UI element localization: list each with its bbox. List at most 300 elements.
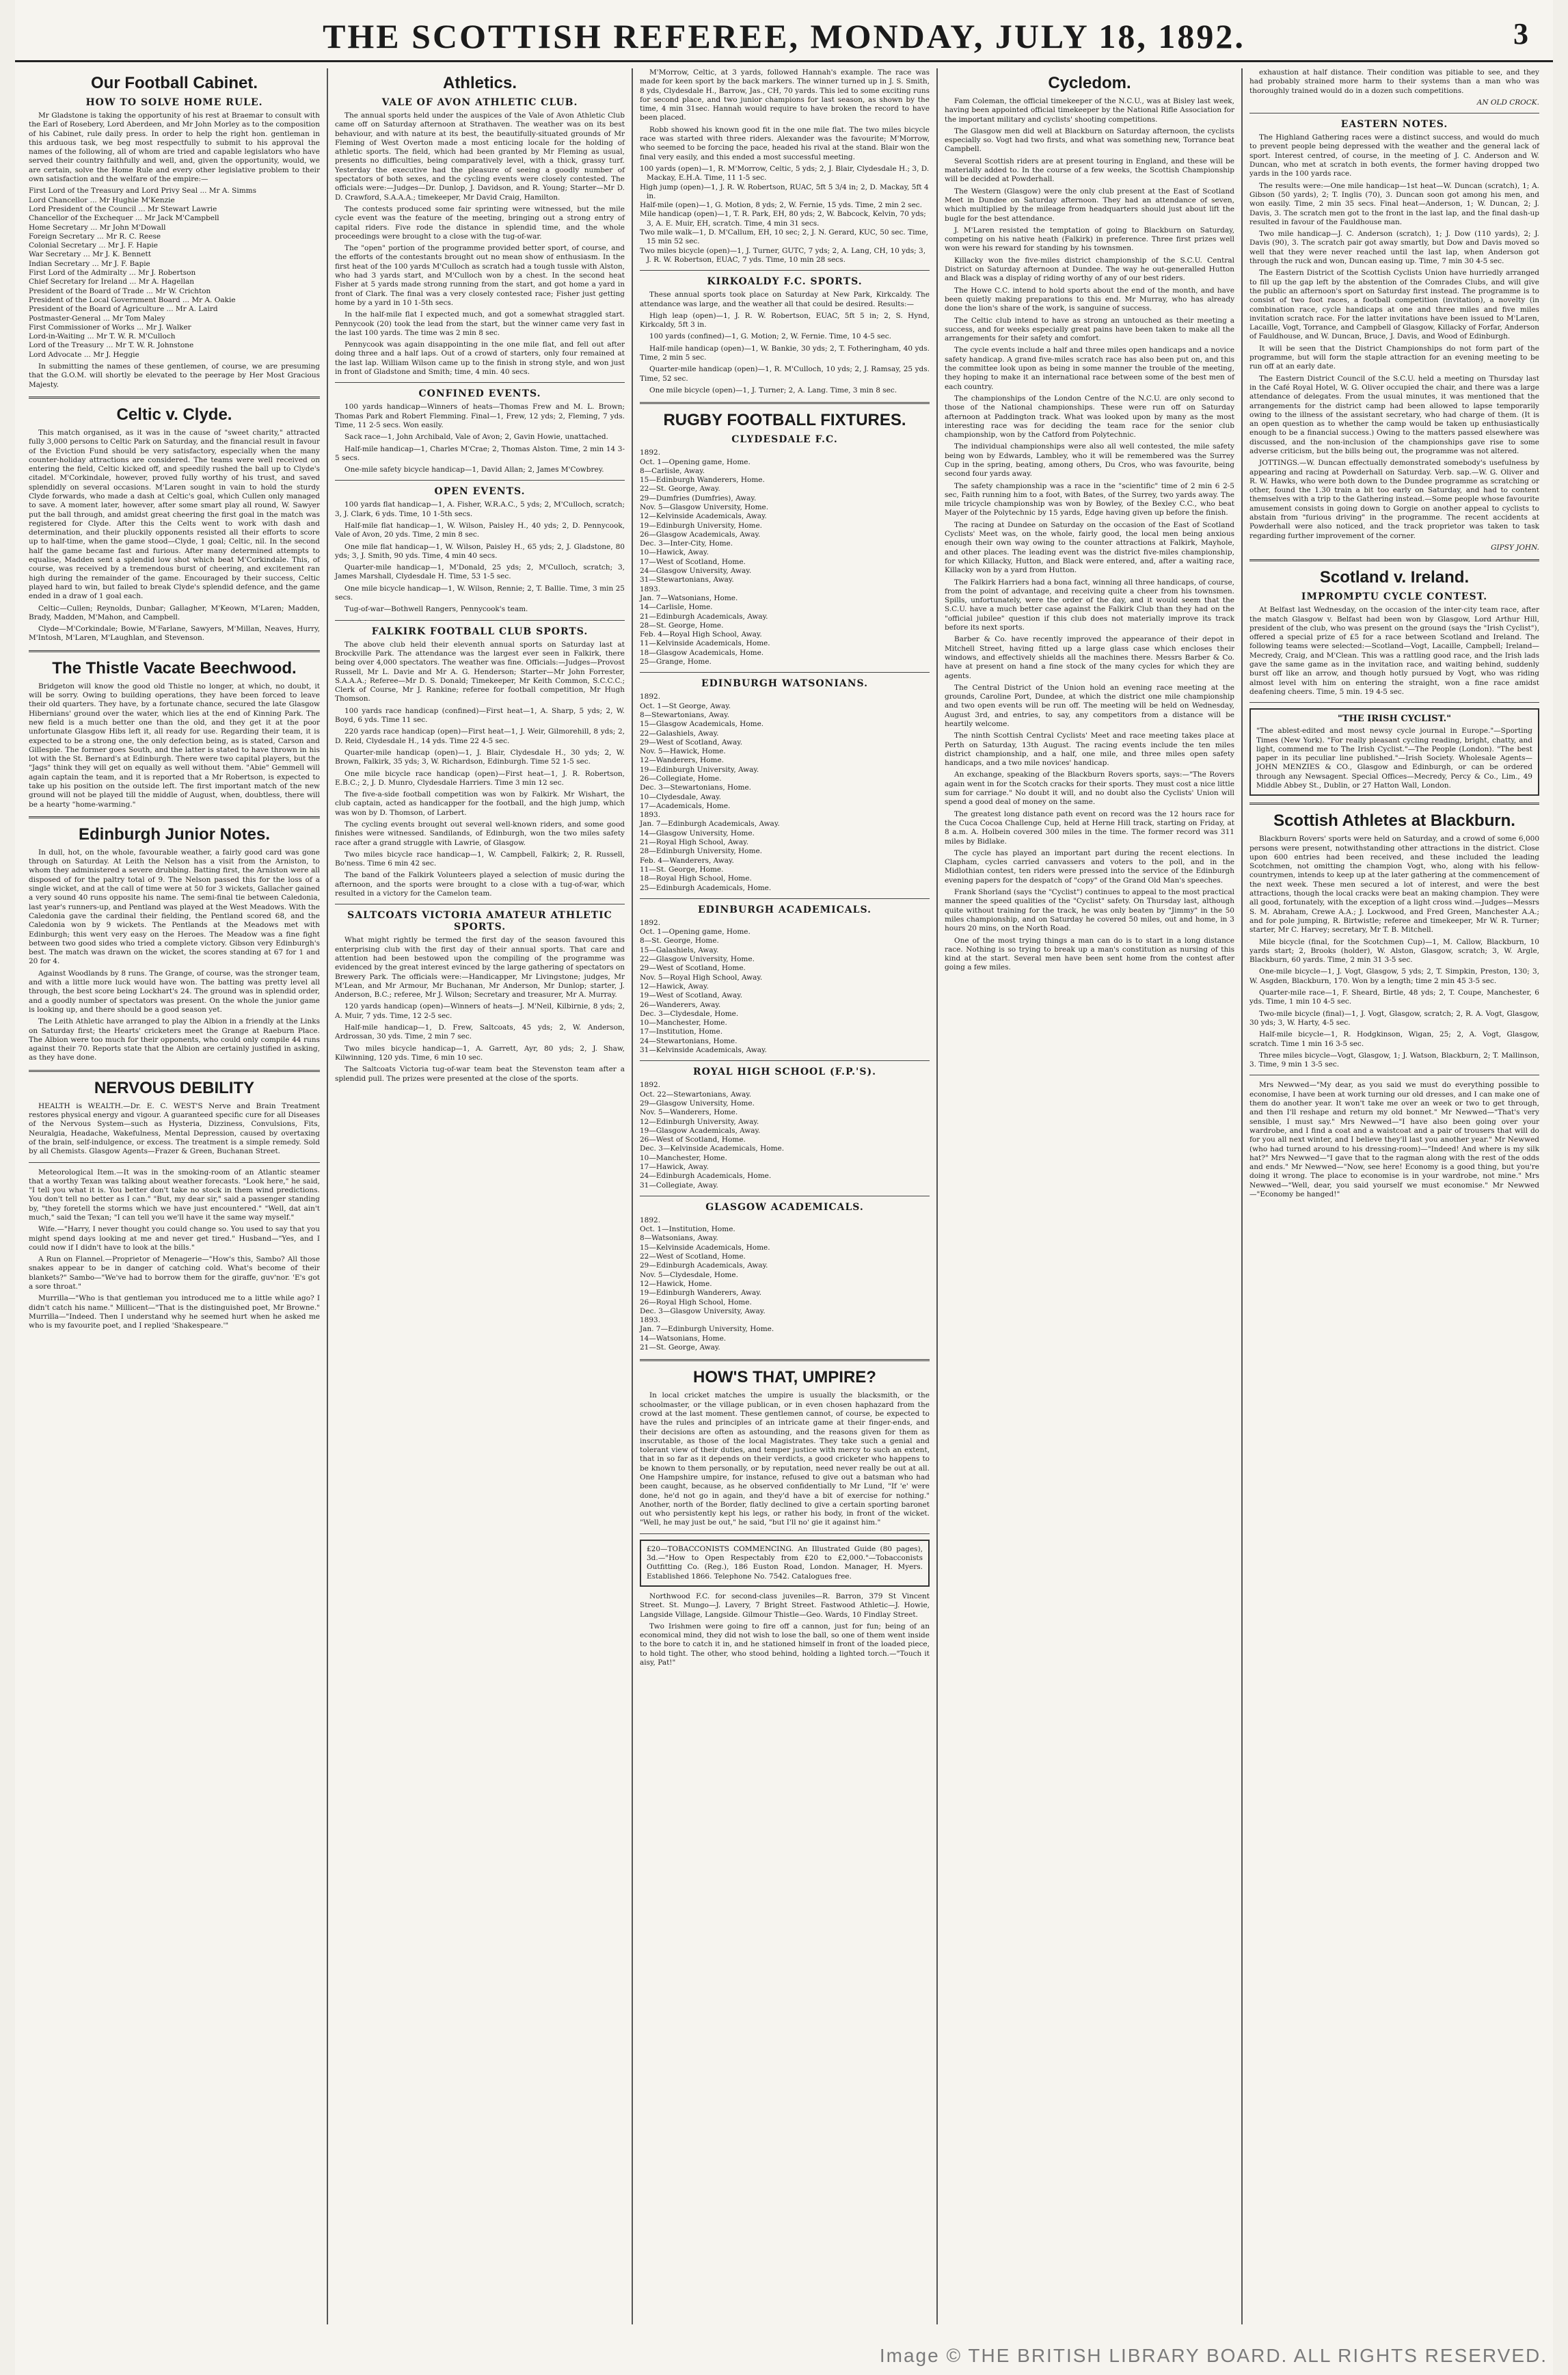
- article-paragraph: Bridgeton will know the good old Thistle no longer, at which, no doubt, it will be sorry. Owing to building operations, they have been forced to leave their old quarters. They have, by a fortunate chance, secured the late Glasgow Hibernians' ground over the water, which lies at the end of Kinning Park. The new field is a much better one than the old, and they get it at the poor unfortunate Glasgow Hibs left it, all ready for use. Regarding their team, it is expected to be a strong one, the only defection being, as is stated, Carson and Gillespie. The former goes South, and the latter is stated to have thrown in his lot with the St. Bernard's at Edinburgh. There were two capital players, but the "Jags" think they will get on equally as well without them. "Abie" Gemmell will again captain the team, and it is reported that a Mr Robertson, is expected to take up his position on the outside left. The first important match of the new ground will not be played till the middle of August, when, doubtless, there will be a hearty "home-warming.": [29, 682, 320, 809]
- article-paragraph: The band of the Falkirk Volunteers played a selection of music during the afternoon, and the sports were brought to a close with a tug-of-war, which resulted in a victory for the Camelon team.: [335, 871, 625, 898]
- article-paragraph: In submitting the names of these gentlemen, of course, we are presuming that the G.O.M. will shortly be elevated to the peerage by Her Most Gracious Majesty.: [29, 362, 320, 389]
- article-paragraph: Half-mile handicap (open)—1, W. Bankie, 30 yds; 2, T. Fotheringham, 40 yds. Time, 2 min 5 sec.: [640, 344, 930, 362]
- fixture-list: [640, 919, 930, 1055]
- article-paragraph: The results were:—One mile handicap—1st heat—W. Duncan (scratch), 1; A. Gibson (50 yards), 2; T. Inglis (70), 3. Duncan soon got among his men, and won easily. Time, 2 min 35 secs. Final heat—Anderson, 1; W. Duncan, 2; J. Davis, 3. The scratch men got to the front in the last lap, and the final dash-up resulted in favour of the Fauldhouse man.: [1249, 181, 1539, 226]
- fixture-line: 1893.: [640, 585, 661, 593]
- cabinet-list-item: Postmaster-General ... Mr Tom Maley: [29, 314, 165, 323]
- cabinet-list-item: Lord-in-Waiting ... Mr T. W. R. M'Culloch: [29, 332, 176, 341]
- article-paragraph: Against Woodlands by 8 runs. The Grange, of course, was the stronger team, and with a little more luck would have won. The batting was pretty level all through, the best score being Lockhart's 24. The ground was in splendid order, and a goodly number of spectators was present. On the whole the junior game is looking up, and there should be a good season yet.: [29, 969, 320, 1014]
- article-paragraph: The Western (Glasgow) were the only club present at the East of Scotland Meet in Dundee on Saturday afternoon. They had an attendance of seven, which multiplied by the mileage from headquarters should just about lift the bugle for the best attendance.: [945, 187, 1234, 223]
- results-list: [640, 165, 930, 265]
- cabinet-list-item: Indian Secretary ... Mr J. F. Bapie: [29, 259, 150, 268]
- fixture-line: 17—West of Scotland, Home.: [640, 557, 746, 566]
- article-paragraph: These annual sports took place on Saturday at New Park, Kirkcaldy. The attendance was large, and the weather all that could be desired. Results:—: [640, 291, 930, 308]
- article-paragraph: At Belfast last Wednesday, on the occasion of the inter-city team race, after the match Glasgow v. Belfast had been won by Glasgow, Lord Arthur Hill, president of the club, who was present on the ground (says the "Irish Cyclist"), offered a special prize of £5 for a race between Scotland and Ireland. The following teams were selected:—Scotland—Vogt, Lacaille, Campbell; Ireland—Mecredy, Craig, and M'Clean. This was a rattling good race, and the Irish lads gave the same game as in the invitation race, and waiting behind, suddenly burst off like an arrow, and though hotly pursued by Vogt, who was riding almost level with him on entering the straight, won a fine race amidst deafening cheers. Time, 5 min. 19 4-5 sec.: [1249, 606, 1539, 696]
- fixture-line: Feb. 4—Royal High School, Away.: [640, 630, 762, 639]
- fixture-line: 21—Edinburgh Academicals, Away.: [640, 612, 768, 621]
- article-paragraph: Two miles bicycle handicap—1, A. Garrett, Ayr, 80 yds; 2, J. Shaw, Kilwinning, 120 yds. Time, 6 min 10 sec.: [335, 1044, 625, 1062]
- article-section: [1249, 1075, 1539, 1199]
- fixture-line: 12—Edinburgh University, Away.: [640, 1117, 759, 1126]
- fixture-line: Oct. 1—Opening game, Home.: [640, 457, 751, 466]
- article-paragraph: The racing at Dundee on Saturday on the occasion of the East of Scotland Cyclists' Meet was, on the whole, fairly good, the local men being anxious enough their own way owing to the counter attractions at Falkirk, Mayhole, and other places. The leading event was the district five-miles championship, for which Killacky, Hutton, and Black were entered, and, after a waiting race, Killacky won by a yard from Hutton.: [945, 520, 1234, 575]
- fixture-line: Nov. 5—Hawick, Home.: [640, 747, 726, 756]
- article-heading: Scottish Athletes at Blackburn.: [1273, 811, 1515, 831]
- article-paragraph: In the half-mile flat I expected much, and got a somewhat straggled start. Pennycook (20) took the lead from the start, but the winner came very fast in the last 100 yards. The time was 2 min 8 sec.: [335, 310, 625, 337]
- fixture-line: 11—Kelvinside Academicals, Home.: [640, 639, 770, 648]
- article-section: [640, 68, 930, 265]
- fixture-line: 26—Wanderers, Away.: [640, 1000, 721, 1009]
- article-subheading: CONFINED EVENTS.: [418, 388, 541, 400]
- article-paragraph: Killacky won the five-miles district championship of the S.C.U. Central District on Saturday afternoon at Dundee. The way he out-generalled Hutton and Black was a display of riding worthy of any of our best riders.: [945, 256, 1234, 283]
- article-section: [640, 402, 930, 667]
- article-paragraph: One-mile bicycle—1, J. Vogt, Glasgow, 5 yds; 2, T. Simpkin, Preston, 130; 3, W. Asgden, Blackburn, 170. Won by a length; time 2 min 45 3-5 sec.: [1249, 967, 1539, 985]
- article-paragraph: 120 yards handicap (open)—Winners of heats—J. M'Neil, Kilbirnie, 8 yds; 2, A. Muir, 7 yds. Time, 12 2-5 sec.: [335, 1002, 625, 1020]
- fixture-line: Jan. 7—Watsonians, Home.: [640, 593, 738, 602]
- article-paragraph: Murrilla—"Who is that gentleman you introduced me to a little while ago? I didn't catch his name." Millicent—"That is the distinguished poet, Mr Browne." Murrilla—"Indeed. Then I understand why he seemed hurt when he asked me who is my favourite poet, and I replied 'Shakespeare.'": [29, 1294, 320, 1330]
- fixture-line: 28—Edinburgh University, Home.: [640, 847, 762, 856]
- fixture-line: 14—Glasgow University, Home.: [640, 829, 755, 837]
- article-section: [29, 1070, 320, 1157]
- article-paragraph: exhaustion at half distance. Their condition was pitiable to see, and they had probably strained more harm to their systems than a man who was thoroughly trained would do in a dozen such competitions.: [1249, 68, 1539, 95]
- article-paragraph: One mile bicycle race handicap (open)—First heat—1, J. R. Robertson, E.B.C.; 2, J. D. Munro, Clydesdale Harriers. Time 3 min 12 sec.: [335, 769, 625, 787]
- fixture-line: 24—Stewartonians, Home.: [640, 1036, 738, 1045]
- article-paragraph: Mr Gladstone is taking the opportunity of his rest at Braemar to consult with the Earl of Rosebery, Lord Aberdeen, and Mr John Morley as to the composition of his Cabinet, rule daily press. In order to help the right hon. gentleman in this arduous task, we beg most respectfully to submit to his approval the names of the following, all of whom are tried and capable legislators who have served their country faithfully and well, and, given the opportunity, would, we are certain, solve the Home Rule and every other legislative problem to their own satisfaction and the welfare of the empire:—: [29, 111, 320, 184]
- fixture-line: 14—Watsonians, Home.: [640, 1334, 727, 1343]
- article-subheading: EDINBURGH WATSONIANS.: [701, 678, 869, 690]
- fixture-line: Jan. 7—Edinburgh University, Home.: [640, 1325, 774, 1334]
- copyright-credit: Image © THE BRITISH LIBRARY BOARD. ALL RIGHTS RESERVED.: [879, 2345, 1547, 2366]
- article-paragraph: One mile bicycle handicap—1, W. Wilson, Rennie; 2, T. Ballie. Time, 3 min 25 secs.: [335, 584, 625, 602]
- article-section: [335, 382, 625, 474]
- fixture-line: 10—Hawick, Away.: [640, 548, 709, 557]
- column-3: [632, 68, 936, 2324]
- cabinet-list-item: President of the Board of Trade ... Mr W. Crichton: [29, 286, 211, 295]
- fixture-list: [640, 1081, 930, 1190]
- article-section: [335, 480, 625, 614]
- fixture-line: 12—Wanderers, Home.: [640, 756, 725, 765]
- article-paragraph: An exchange, speaking of the Blackburn Rovers sports, says:—"The Rovers again went in for the Scotch cracks for their sports. They must cost a nice little sum for carriage." No doubt it will, and no doubt also the Cyclists' Union will spend a good deal of money on the same.: [945, 770, 1234, 807]
- article-paragraph: Quarter-mile handicap (open)—1, R. M'Culloch, 10 yds; 2, J. Ramsay, 25 yds. Time, 52 sec.: [640, 365, 930, 383]
- fixture-line: 19—Glasgow Academicals, Away.: [640, 1126, 761, 1135]
- article-heading: NERVOUS DEBILITY: [94, 1078, 255, 1097]
- fixture-line: 19—Edinburgh Wanderers, Away.: [640, 1289, 762, 1298]
- fixture-line: Dec. 3—Inter-City, Home.: [640, 539, 733, 548]
- article-section: [1249, 68, 1539, 107]
- article-subheading: ROYAL HIGH SCHOOL (F.P.'S).: [693, 1066, 876, 1078]
- fixture-list: [640, 693, 930, 893]
- cabinet-list-item: Foreign Secretary ... Mr R. C. Reese: [29, 232, 161, 241]
- article-paragraph: 100 yards handicap—Winners of heats—Thomas Frew and M. L. Brown; Thomas Park and Robert Flemming. Final—1, Frew, 12 yds; 2, Fleming, 7 yds. Time, 11 2-5 secs. Won easily.: [335, 403, 625, 429]
- article-paragraph: The Howe C.C. intend to hold sports about the end of the month, and have been quietly making preparations to this end. Mr Murray, who has already done the lion's share of the work, is sanguine of success.: [945, 286, 1234, 313]
- article-subheading: VALE OF AVON ATHLETIC CLUB.: [381, 97, 578, 108]
- result-line: Half-mile (open)—1, G. Motion, 8 yds; 2, W. Fernie, 15 yds. Time, 2 min 2 sec.: [640, 201, 922, 210]
- fixture-line: 15—Galashiels, Away.: [640, 945, 719, 954]
- article-subheading: EDINBURGH ACADEMICALS.: [698, 904, 871, 915]
- article-paragraph: Tug-of-war—Bothwell Rangers, Pennycook's team.: [344, 605, 528, 614]
- cabinet-list-item: President of the Board of Agriculture ... Mr A. Laird: [29, 305, 218, 314]
- cabinet-list-item: Chancellor of the Exchequer ... Mr Jack M'Campbell: [29, 214, 219, 223]
- fixture-line: 29—Edinburgh Academicals, Away.: [640, 1261, 768, 1270]
- article-paragraph: The contests produced some fair sprinting were witnessed, but the mile cycle event was the feature of the meeting, bringing out a strong entry of capital riders. Five rode the distance in splendid time, and the whole proceedings were brought to a close with the tug-of-war.: [335, 204, 625, 241]
- section-divider: [29, 1070, 320, 1072]
- article-section: [640, 672, 930, 893]
- fixture-line: 15—Kelvinside Academicals, Home.: [640, 1243, 770, 1252]
- fixture-line: Feb. 4—Wanderers, Away.: [640, 856, 734, 865]
- cabinet-list-item: War Secretary ... Mr J. K. Bennett: [29, 250, 151, 259]
- article-paragraph: This match organised, as it was in the cause of "sweet charity," attracted fully 3,000 persons to Celtic Park on Saturday, and the financial result in favour of the Eviction Fund should be very satisfactory, especially when the many counter-holiday attractions are considered. The teams were well received on entering the field, Celtic kicked off, and speedily rushed the ball up to Clyde's citadel. M'Corkindale, however, proved fully worthy of his trust, and saved splendidly on several occasions. M'Laren sought in vain to hold the sturdy Clyde forwards, who made a dash at Celtic's goal, which Cullen only managed to save. A moment later, however, after some smart play all round, W. Sawyer put the ball through, and amidst great cheering the first goal in the match was registered for Clyde. After this the Celts went to work with dash and determination, and their pluckily opponents resisted all their efforts to score up to half-time, when the game stood—Clyde, 1 goal; Celtic, nil. In the second half the game became fast and furious. After many determined attempts to equalise, Madden sent a splendid low shot which beat M'Corkindale. This, of course, was received by a tremendous burst of cheering, and excitement ran high during the remainder of the game. Encouraged by their success, Celtic played hard to win, but failed to break Clyde's splendid defence, and the game ended in a draw of 1 goal each.: [29, 428, 320, 601]
- column-grid: [22, 68, 1546, 2324]
- fixture-line: 24—Edinburgh Academicals, Home.: [640, 1172, 772, 1181]
- fixture-line: 28—St. George, Home.: [640, 621, 724, 630]
- fixture-line: Dec. 3—Stewartonians, Home.: [640, 783, 751, 792]
- article-subheading: HOW TO SOLVE HOME RULE.: [85, 97, 263, 108]
- article-paragraph: The cycle has played an important part during the recent elections. In Clapham, cycles carried canvassers and voters to the poll, and in the Midlothian contest, ten riders were pressed into the service of the Edinburgh evening papers for the despatch of "copy" of the Grand Old Man's speeches.: [945, 848, 1234, 885]
- article-paragraph: Blackburn Rovers' sports were held on Saturday, and a crowd of some 6,000 persons were present, notwithstanding other attractions in the district. Close upon 600 entries had been received, and these included the leading Scotchmen, not omitting the champion Vogt, who, along with his fellow-countrymen, intends to keep up at the later gathering at the commencement of the next week. These men secured a lot of interest, and were the best attractions, though the local cracks were beat an making champion. They were all good, fortunately, with the exception of a light cross wind.—Judges—Messrs S. M. Abraham, Crewe A.A.; J. Lockwood, and Fred Green, Manchester A.A.; and for pole jumping, R. Birtwistle; referee and timekeeper, Mr W. R. Turner; starter, Mr C. Harvey; secretary, Mr T. B. Mitchell.: [1249, 835, 1539, 935]
- article-paragraph: The five-a-side football competition was won by Falkirk. Mr Wishart, the club captain, acted as handicapper for the football, and the high jump, which was won by D. Thomson, of Larbert.: [335, 790, 625, 817]
- article-paragraph: One mile bicycle (open)—1, J. Turner; 2, A. Lang. Time, 3 min 8 sec.: [649, 386, 897, 394]
- cabinet-list-item: Home Secretary ... Mr John M'Dowall: [29, 223, 166, 232]
- fixture-line: 10—Clydesdale, Away.: [640, 792, 721, 801]
- article-paragraph: 100 yards (confined)—1, G. Motion; 2, W. Fernie. Time, 10 4-5 sec.: [649, 332, 891, 341]
- article-paragraph: The Eastern District of the Scottish Cyclists Union have hurriedly arranged to fill up the gap left by the abstention of the Comrades Clubs, and will give the public an afternoon's sport on Saturday first instead. The programme is to consist of two foot races, a football competition (invitation), a novelty (in combination race, cycle handicaps at one and three miles and five miles invitation scratch race. For the latter invitations have been issued to M'Laren, Lacaille, Vogt, Torrance, and Campbell of Glasgow, Killacky of Forfar, Anderson of Fauldhouse, and W. Duncan, Bruce, J. Davis, and Wood of Edinburgh.: [1249, 269, 1539, 341]
- section-divider: [640, 672, 930, 673]
- article-section: [945, 74, 1234, 973]
- article-section: [640, 1533, 930, 1668]
- article-paragraph: Northwood F.C. for second-class juveniles—R. Barron, 379 St Vincent Street. St. Mungo—J. Lavery, 7 Bright Street. Fastwood Athletic—J. Howie, Langside Village, Langside. Gilmour Thistle—Geo. Wards, 10 Findlay Street.: [640, 1592, 930, 1619]
- article-paragraph: The individual championships were also all well contested, the mile safety being won by Edwards, Lambley, who it will be remembered was the Surrey Cup in the spring, beating, among others, Du Cros, who was favourite, being second four yards away.: [945, 442, 1234, 479]
- article-paragraph: It will be seen that the District Championships do not form part of the programme, but will form the staple attraction for an evening meeting to be run off at an early date.: [1249, 344, 1539, 371]
- cabinet-list-item: First Lord of the Treasury and Lord Privy Seal ... Mr A. Simms: [29, 187, 257, 196]
- cabinet-list: [29, 187, 320, 360]
- fixture-line: 24—Glasgow University, Away.: [640, 567, 752, 576]
- article-section: [1249, 113, 1539, 552]
- article-paragraph: Frank Shorland (says the "Cyclist") continues to appeal to the most practical manner the speed qualities of the "Cyclist" safety. On Thursday last, although quite without training for the track, he was only beaten by "Jimmy" in the 50 miles championship, and on Saturday he covered 50 miles, out and home, in 3 hours 20 mins, on the North Road.: [945, 888, 1234, 933]
- article-subheading: GLASGOW ACADEMICALS.: [705, 1201, 864, 1213]
- article-paragraph: The ninth Scottish Central Cyclists' Meet and race meeting takes place at Perth on Saturday, 13th August. The racing events include the ten miles district championship, and a half, one mile, and three miles open safety handicaps, and a two mile novices' handicap.: [945, 732, 1234, 768]
- cabinet-list-item: President of the Local Government Board ... Mr A. Oakie: [29, 295, 236, 304]
- article-paragraph: The Central District of the Union hold an evening race meeting at the grounds, Caroline Port, Dundee, at which the district one mile championship and two open events will be run off. The meeting will be held on Wednesday, August 3rd, and entries, to say, any competitors from a distance will be heartily welcome.: [945, 683, 1234, 728]
- fixture-line: 8—Stewartonians, Away.: [640, 710, 730, 719]
- fixture-line: 26—West of Scotland, Home.: [640, 1136, 746, 1144]
- article-signature: GIPSY JOHN.: [1491, 543, 1539, 552]
- article-paragraph: 220 yards race handicap (open)—First heat—1, J. Weir, Gilmorehill, 8 yds; 2, D. Reid, Clydesdale H., 14 yds. Time 22 4-5 sec.: [335, 727, 625, 745]
- fixture-line: 17—Academicals, Home.: [640, 801, 731, 810]
- article-paragraph: Half-mile bicycle—1, R. Hodgkinson, Wigan, 25; 2, A. Vogt, Glasgow, scratch. Time 1 min 16 3-5 sec.: [1249, 1030, 1539, 1048]
- article-section: [29, 74, 320, 390]
- fixture-line: 8—Carlisle, Away.: [640, 466, 705, 475]
- section-divider: [640, 270, 930, 271]
- article-heading: Edinburgh Junior Notes.: [79, 824, 270, 844]
- section-divider: [640, 1533, 930, 1534]
- article-section: [1249, 803, 1539, 1069]
- fixture-line: Oct. 22—Stewartonians, Away.: [640, 1090, 752, 1099]
- article-signature: AN OLD CROCK.: [1476, 98, 1539, 107]
- article-section: [640, 1359, 930, 1527]
- article-section: [335, 620, 625, 899]
- article-paragraph: Sack race—1, John Archibald, Vale of Avon; 2, Gavin Howie, unattached.: [344, 433, 608, 442]
- section-divider: [640, 898, 930, 899]
- page-number: 3: [1513, 17, 1528, 51]
- article-subheading: EASTERN NOTES.: [1340, 119, 1448, 131]
- section-divider: [29, 816, 320, 818]
- fixture-line: 10—Manchester, Home.: [640, 1019, 727, 1028]
- section-divider: [1249, 559, 1539, 561]
- result-line: 100 yards (open)—1, R. M'Morrow, Celtic, 5 yds; 2, J. Blair, Clydesdale H.; 3, D. Mackay, E.H.A. Time, 11 1-5 sec.: [640, 164, 930, 183]
- fixture-line: 22—West of Scotland, Home.: [640, 1252, 746, 1261]
- article-section: [29, 397, 320, 643]
- article-section: [640, 270, 930, 395]
- article-paragraph: High leap (open)—1, J. R. W. Robertson, EUAC, 5ft 5 in; 2, S. Hynd, Kirkcaldy, 5ft 3 in.: [640, 311, 930, 330]
- article-paragraph: Several Scottish riders are at present touring in England, and these will be materially added to. In the course of a few weeks, the Scottish Championship will be decided at Powderhall.: [945, 157, 1234, 184]
- result-line: Mile handicap (open)—1, T. R. Park, EH, 80 yds; 2, W. Babcock, Kelvin, 70 yds; 3, A. E. Muir, EH, scratch. Time, 4 min 31 secs.: [640, 210, 926, 228]
- newspaper-page: [15, 0, 1553, 2375]
- article-paragraph: The Eastern District Council of the S.C.U. held a meeting on Thursday last in the Café Royal Hotel, W. G. Oliver occupied the chair, and there was a large attendance of delegates. From the usual minutes, it was mentioned that the arrangements for the district camp had been allowed to lapse temporarily owing to the illness of the assistant secretary, who had charge of them. (It is an open question as to whether the camp would be taken up enthusiastically enough to be a financial success.) Owing to the matters passed elsewhere was discussed, and the non-inclusion of the championships gave rise to some adverse criticism, but the bills being out, the programme was not altered.: [1249, 374, 1539, 455]
- article-paragraph: Fam Coleman, the official timekeeper of the N.C.U., was at Bisley last week, having been appointed official timekeeper by the National Rifle Association for the important military and cyclists' shooting competitions.: [945, 97, 1234, 124]
- article-paragraph: One of the most trying things a man can do is to start in a long distance race. Nothing is so trying to break up a man's constitution as nursing of this kind at the start. Several men have been sent home from the contest after going a few miles.: [945, 936, 1234, 972]
- fixture-line: 31—Kelvinside Academicals, Away.: [640, 1046, 767, 1055]
- article-section: [640, 1060, 930, 1190]
- fixture-line: Oct. 1—Institution, Home.: [640, 1225, 735, 1234]
- fixture-line: 29—West of Scotland, Away.: [640, 738, 743, 747]
- article-section: [335, 904, 625, 1083]
- article-paragraph: Two mile handicap—J. C. Anderson (scratch), 1; J. Dow (110 yards), 2; J. Davis (90), 3. The scratch pair got away smartly, but Dow and Davis moved so well that they were never reached until the last lap, when Anderson got through the ruck and won, Duncan easing up. Time, 7 min 30 4-5 sec.: [1249, 230, 1539, 266]
- result-line: High jump (open)—1, J. R. W. Robertson, RUAC, 5ft 5 3/4 in; 2, D. Mackay, 5ft 4 in.: [640, 183, 929, 200]
- article-paragraph: A Run on Flannel.—Proprietor of Menagerie—"How's this, Sambo? All those snakes appear to be in danger of catching cold. What's become of their blankets?" Sambo—"We've had to borrow them for the giraffe, guv'nor. 'E's got a sore throat.": [29, 1255, 320, 1291]
- article-section: [1249, 559, 1539, 697]
- article-heading: The Thistle Vacate Beechwood.: [52, 658, 297, 677]
- article-heading: Scotland v. Ireland.: [1319, 568, 1470, 587]
- fixture-line: 25—Grange, Home.: [640, 658, 712, 667]
- fixture-line: 22—St. George, Away.: [640, 485, 720, 494]
- fixture-line: 1892.: [640, 1216, 661, 1224]
- article-paragraph: HEALTH is WEALTH.—Dr. E. C. WEST'S Nerve and Brain Treatment restores physical energy and vigour. A guaranteed specific cure for all Diseases of the Nervous System—such as Hysteria, Dizziness, Convulsions, Fits, Neuralgia, Headache, Wakefulness, Mental Depression, caused by overtaxing of the brain, self-indulgence, or excess. The treatment is a simple remedy. Sold by all Chemists. Glasgow Agents—Frazer & Green, Buchanan Street.: [29, 1101, 320, 1156]
- article-paragraph: Two miles bicycle race handicap—1, W. Campbell, Falkirk; 2, R. Russell, Bo'ness. Time 6 min 42 sec.: [335, 850, 625, 868]
- fixture-line: 31—Stewartonians, Away.: [640, 576, 734, 585]
- cabinet-list-item: First Lord of the Admiralty ... Mr J. Robertson: [29, 269, 196, 278]
- article-paragraph: The championships of the London Centre of the N.C.U. are only second to those of the National championships. These were run off on Saturday afternoon at Paddington track. What was looked upon by many as the most interesting race was for deciding the team race for the senior club championship, won by the Catford from Polytechnic.: [945, 394, 1234, 440]
- article-paragraph: The Leith Athletic have arranged to play the Albion in a friendly at the Links on Saturday first; the Hearts' cricketers meet the Grange at Raeburn Place. The Albion were too much for their opponents, who could only compile 44 runs against their 70. Reports state that the Albion are certainly justified in asking, as they have done.: [29, 1017, 320, 1062]
- article-paragraph: The cycling events brought out several well-known riders, and some good finishes were witnessed. Sandilands, of Edinburgh, won the two miles safety race after a grand struggle with Lawrie, of Glasgow.: [335, 820, 625, 847]
- article-paragraph: M'Morrow, Celtic, at 3 yards, followed Hannah's example. The race was made for keen sport by the back markers. The winner turned up in J. S. Smith, 8 yds, Clydesdale H., Barrow, Jas., CH, 70 yards. This led to some exciting runs for second place, and two junior champions for last season, as shown by the time, 4 min 31sec. Hannah would require to have broken the record to have been placed.: [640, 68, 930, 122]
- article-paragraph: Mrs Newwed—"My dear, as you said we must do everything possible to economise, I have been at work turning our old dresses, and I can make one of them do another year. It won't take me over an week or two to get through, and then I'll reshape and return my old bonnet." Mr Newwed—"That's very sensible, I must say." Mrs Newwed—"I have also been going over your wardrobe, and I find a coat and a waistcoat and a pair of trousers that will do for you all next winter, and I believe they'll last you another year." Mr Newwed (who had turned around to his dressing-room)—"Indeed! And where is my silk hat?" Mrs Newwed—"I gave that to the ragman along with the rest of the odds and ends." Mr Newwed—"Now, see here! Economy is a good thing, but you're doing it wrong. The place to economise is in your wardrobe, not mine." Mrs Newwed—"Well, dear, you said yourself we must economise." Mr Newwed—"Economy be hanged!": [1249, 1081, 1539, 1198]
- cabinet-list-item: First Commissioner of Works ... Mr J. Walker: [29, 323, 191, 332]
- fixture-line: 8—St. George, Home.: [640, 937, 719, 945]
- article-subheading: KIRKOALDY F.C. SPORTS.: [707, 276, 863, 288]
- article-paragraph: Two-mile bicycle (final)—1, J. Vogt, Glasgow, scratch; 2, R. A. Vogt, Glasgow, 30 yds; 3, W. Harty, 4-5 sec.: [1249, 1009, 1539, 1027]
- article-paragraph: Barber & Co. have recently improved the appearance of their depot in Mitchell Street, having fitted up a large glass case which encloses their windows, and effectively shields all the machines there. Messrs Barber & Co. have at present on hand a fine stock of the many cycles for which they are agents.: [945, 635, 1234, 680]
- article-paragraph: The greatest long distance path event on record was the 12 hours race for the Cuca Cocoa Challenge Cup, held at Herne Hill track, starting on Friday, at 8 a.m. A. Holbein covered 300 miles in the time. The former record was 311 miles by Bidlake.: [945, 809, 1234, 846]
- fixture-line: 29—West of Scotland, Home.: [640, 964, 746, 973]
- article-section: [1249, 702, 1539, 796]
- fixture-line: 15—Glasgow Academicals, Home.: [640, 720, 764, 729]
- result-line: Two mile walk—1, D. M'Callum, EH, 10 sec; 2, J. N. Gerard, KUC, 50 sec. Time, 15 min 52 sec.: [640, 228, 928, 246]
- article-paragraph: Half-mile handicap—1, D. Frew, Saltcoats, 45 yds; 2, W. Anderson, Ardrossan, 30 yds. Time, 2 min 7 sec.: [335, 1023, 625, 1041]
- article-heading: RUGBY FOOTBALL FIXTURES.: [663, 411, 906, 430]
- article-paragraph: The "open" portion of the programme provided better sport, of course, and the efforts of the contestants brought out no mean show of enthusiasm. In the first heat of the 100 yards M'Culloch as scratch had a tough tussle with Alston, who had 3 yards start, and M'Culloch won by a chest. In the second heat Fisher at 5 yards made strong running from the start, and got home a yard in front of Clark. The final was a very closely contested race; Fisher just getting home by a yard in 10 1-5th secs.: [335, 244, 625, 307]
- article-paragraph: Half-mile handicap—1, Charles M'Crae; 2, Thomas Alston. Time, 2 min 14 3-5 secs.: [335, 444, 625, 462]
- article-heading: Athletics.: [442, 74, 517, 92]
- article-paragraph: Pennycook was again disappointing in the one mile flat, and fell out after doing three and a half laps. Out of a crowd of starters, only four remained at the last lap. William Wilson came up to the finish in strong style, and won just in front of Gladstone and Smith; time, 4 min. 40 secs.: [335, 340, 625, 377]
- article-paragraph: Meteorological Item.—It was in the smoking-room of an Atlantic steamer that a worthy Texan was talking about weather forecasts. "Look here," he said, "I tell you what it is. You better don't take no stock in them wind predictions. You don't tell no better as I can." "But, my dear sir," said a passenger standing by, "they foretell the storms which we have just encountered." "Well, dat ain't much," said the Texan; "I can tell you we'll have it the same way myself.": [29, 1168, 320, 1222]
- article-heading: Cycledom.: [1048, 74, 1131, 92]
- article-paragraph: Quarter-mile handicap (open)—1, J. Blair, Clydesdale H., 30 yds; 2, W. Brown, Falkirk, 35 yds; 3, W. Richardson, Edinburgh. Time 52 1-5 sec.: [335, 748, 625, 766]
- column-4: [936, 68, 1241, 2324]
- fixture-line: 1892.: [640, 1081, 661, 1090]
- fixture-line: 12—Kelvinside Academicals, Away.: [640, 512, 767, 521]
- article-paragraph: Mile bicycle (final, for the Scotchmen Cup)—1, M. Callow, Blackburn, 10 yards start; 2, Brooks (holder), W. Alston, Glasgow, scratch; 3, W. Argle, Blackburn, 60 yards. Time, 2 min 31 3-5 sec.: [1249, 937, 1539, 965]
- article-paragraph: The annual sports held under the auspices of the Vale of Avon Athletic Club came off on Saturday afternoon at Strathaven. The weather was on its best behaviour, and with nature at its best, the beautifully-situated grounds of Mr Fleming of West Overton made a most enticing locale for the holding of athletic sports. The field, which had been granted by Mr Fleming as usual, presents no difficulties, being comparatively level, with a thick, grassy turf. Yesterday the executive had the pleasure of seeing a goodly number of spectators of both sexes, and the cycling events were closely contested. The officials were:—Judges—Dr. Dunlop, J. Davidson, and R. Young; Starter—Mr D. D. Crawford, S.A.A.A.; timekeeper, Mr David Craig, Hamilton.: [335, 111, 625, 202]
- fixture-line: 17—Institution, Home.: [640, 1028, 723, 1036]
- fixture-line: 18—Glasgow Academicals, Home.: [640, 648, 764, 657]
- column-2: [327, 68, 632, 2324]
- fixture-list: [640, 1216, 930, 1352]
- article-paragraph: JOTTINGS.—W. Duncan effectually demonstrated somebody's usefulness by appearing and racing at Powderhall on Saturday. Verb. sap.—W. G. Oliver and R. W. Hawks, who were both down to the Dundee programme as scratching or other, found the 1.30 train a bit too early on Saturday, and had to content themselves with a trip to the Gathering instead.—Some people whose favourite amusement consists in going down to Gorgie on another appeal to cyclists to abstain from "furious driving" in the programme. The recent accidents at Powderhall were also noticed, and the track proprietor was taken to task regarding further improvement of the corner.: [1249, 459, 1539, 540]
- article-paragraph: The safety championship was a race in the "scientific" time of 2 min 6 2-5 sec, Faith running him to a foot, with Bates, of the Surrey, two yards away. The mile tricycle championship was won by Bowley, of the Bexley C.C., who beat Mayer of the Polytechnic by 15 yards, Edge having given up before the finish.: [945, 481, 1234, 518]
- article-paragraph: Three miles bicycle—Vogt, Glasgow, 1; J. Watson, Blackburn, 2; T. Mallinson, 3. Time, 9 min 1 3-5 sec.: [1249, 1051, 1539, 1069]
- fixture-line: 18—Royal High School, Home.: [640, 874, 752, 883]
- fixture-line: Nov. 5—Clydesdale, Home.: [640, 1270, 738, 1279]
- article-section: [29, 816, 320, 1063]
- fixture-line: Nov. 5—Glasgow University, Home.: [640, 502, 769, 511]
- article-paragraph: Quarter-mile handicap—1, M'Donald, 25 yds; 2, M'Culloch, scratch; 3, James Marshall, Clydesdale H. Time, 53 1-5 sec.: [335, 563, 625, 581]
- fixture-line: 11—St. George, Home.: [640, 865, 724, 874]
- article-section: [29, 1162, 320, 1331]
- article-paragraph: The Glasgow men did well at Blackburn on Saturday afternoon, the cyclists especially so. Vogt had two firsts, and what was something new, Torrance beat Campbell.: [945, 126, 1234, 154]
- article-paragraph: The Falkirk Harriers had a bona fact, winning all three handicaps, of course, from the point of advantage, and receiving quite a cheer from his townsmen. Spills, unfortunately, were the order of the day, and it would seem that the S.C.U. have a much better case against the Falkirk Club than they had on the "official jubilee" question if this club does not materially improve its track before its next sports.: [945, 578, 1234, 632]
- advert-text: £20—TOBACCONISTS COMMENCING. An Illustrated Guide (80 pages), 3d.—"How to Open Respectably from £20 to £2,000."—Tobacconists Outfitting Co. (Reg.), 186 Euston Road, London. Manager, H. Myers. Established 1866. Telephone No. 7542. Catalogues free.: [647, 1544, 923, 1581]
- article-paragraph: Quarter-mile race—1, F. Sheard, Birtle, 48 yds; 2, T. Coupe, Manchester, 6 yds. Time, 1 min 10 4-5 sec.: [1249, 989, 1539, 1006]
- fixture-line: 31—Collegiate, Away.: [640, 1181, 718, 1190]
- section-divider: [29, 1162, 320, 1163]
- article-section: [640, 1196, 930, 1352]
- column-5: [1241, 68, 1546, 2324]
- article-paragraph: The Highland Gathering races were a distinct success, and would do much to prevent people being depressed with the weather and the general lack of sport. Interest centred, of course, in the meeting of J. C. Anderson and W. Duncan, who met at scratch in both events, the former having dropped two yards in the 100 yards race.: [1249, 133, 1539, 178]
- article-paragraph: The Saltcoats Victoria tug-of-war team beat the Stevenston team after a splendid pull. The prizes were presented at the close of the sports.: [335, 1065, 625, 1083]
- fixture-line: Nov. 5—Wanderers, Home.: [640, 1108, 738, 1117]
- fixture-line: 14—Carlisle, Home.: [640, 603, 713, 612]
- article-section: [640, 898, 930, 1055]
- result-line: Two miles bicycle (open)—1, J. Turner, GUTC, 7 yds; 2, A. Lang, CH, 10 yds; 3, J. R. W. Robertson, EUAC, 7 yds. Time, 10 min 28 secs.: [640, 246, 926, 264]
- article-subheading: CLYDESDALE F.C.: [731, 434, 838, 446]
- cabinet-list-item: Lord President of the Council ... Mr Stewart Lawrie: [29, 204, 217, 213]
- article-section: [29, 650, 320, 809]
- section-divider: [640, 1060, 930, 1061]
- section-divider: [1249, 803, 1539, 805]
- advert-text: "The ablest-edited and most newsy cycle journal in Europe."—Sporting Times (New York). "For really pleasant cycling reading, bright, chatty, and light, commend me to The Irish Cyclist."—The People (London). "The best paper in its peculiar line published."—Irish Society. Wholesale Agents—JOHN MENZIES & CO., Glasgow and Edinburgh, or can be ordered through any Newsagent. Special Offices—Mecredy, Percy & Co., Lim., 49 Middle Abbey St., Dublin, or 27 Hatton Wall, London.: [1256, 727, 1532, 790]
- article-paragraph: Clyde—M'Corkindale; Bowie, M'Farlane, Sawyers, M'Millan, Neaves, Hurry, M'Intosh, M'Laren, M'Laughlan, and Stevenson.: [29, 625, 320, 643]
- article-subheading: SALTCOATS VICTORIA AMATEUR ATHLETIC SPORTS.: [347, 910, 612, 933]
- article-paragraph: What might rightly be termed the first day of the season favoured this enterprising club with the first day of their annual sports. That care and attention had been bestowed upon the compiling of the programme was evidenced by the great interest evinced by the large gathering of spectators on Brewery Park. The officials were:—Handicapper, Mr Livingstone; judges, Mr M'Lean, and Mr Armour, Mr Buchanan, Mr Anderson, Mr Dunlop; starter, J. Anderson, B.C.; referee, Mr J. Wilson; Secretary and treasurer, Mr A. Murray.: [335, 936, 625, 999]
- article-heading: Celtic v. Clyde.: [116, 405, 232, 424]
- section-divider: [29, 650, 320, 652]
- fixture-line: 26—Collegiate, Home.: [640, 775, 722, 783]
- article-paragraph: 100 yards flat handicap—1, A. Fisher, W.R.A.C., 5 yds; 2, M'Culloch, scratch; 3, J. Clark, 6 yds. Time, 10 1-5th secs.: [335, 500, 625, 518]
- cabinet-list-item: Colonial Secretary ... Mr J. F. Hapie: [29, 241, 158, 250]
- article-paragraph: Two Irishmen were going to fire off a cannon, just for fun; being of an economical mind, they did not wish to lose the ball, so one of them went inside to the bore to catch it in, and he stationed himself in front of the loaded piece, to hold tight. The other, who stood behind, holding a lighted torch.—"Touch it aisy, Pat!": [640, 1622, 930, 1667]
- article-paragraph: One-mile safety bicycle handicap—1, David Allan; 2, James M'Cowbrey.: [344, 466, 604, 474]
- article-heading: HOW'S THAT, UMPIRE?: [693, 1368, 876, 1387]
- section-divider: [29, 397, 320, 399]
- fixture-line: 17—Hawick, Away.: [640, 1162, 709, 1171]
- section-divider: [335, 620, 625, 621]
- fixture-line: 1892.: [640, 693, 661, 701]
- masthead-title: THE SCOTTISH REFEREE, MONDAY, JULY 18, 1892.: [323, 17, 1245, 55]
- fixture-line: 29—Glasgow University, Home.: [640, 1099, 755, 1108]
- fixture-line: 26—Glasgow Academicals, Away.: [640, 530, 761, 539]
- fixture-line: 22—Galashiels, Away.: [640, 729, 719, 738]
- fixture-line: Dec. 3—Kelvinside Academicals, Home.: [640, 1144, 785, 1153]
- article-paragraph: The above club held their eleventh annual sports on Saturday last at Brockville Park. The attendance was the largest ever seen in Falkirk, there being over 4,000 spectators. The weather was fine. Officials:—Judges—Provost Russell, Mr L. Davie and Mr A. G. Henderson; Starter—Mr John Forrester, S.A.A.A.; Referee—Mr D. S. Donald; Timekeeper, Mr Keith Common, S.C.C.C.; Clerk of Course, Mr J. Rankine; referee for football competition, Mr Hugh Thomson.: [335, 640, 625, 703]
- fixture-line: 12—Hawick, Home.: [640, 1279, 712, 1288]
- column-1: [22, 68, 327, 2324]
- article-heading: Our Football Cabinet.: [91, 74, 258, 92]
- fixture-line: 21—Royal High School, Away.: [640, 838, 749, 847]
- article-paragraph: One mile flat handicap—1, W. Wilson, Paisley H., 65 yds; 2, J. Gladstone, 80 yds; 3, J. Smith, 90 yds. Time, 4 min 40 secs.: [335, 542, 625, 560]
- fixture-line: Dec. 3—Glasgow University, Away.: [640, 1306, 766, 1315]
- fixture-line: Nov. 5—Royal High School, Away.: [640, 973, 763, 982]
- article-subheading: IMPROMPTU CYCLE CONTEST.: [1301, 591, 1488, 603]
- article-paragraph: The Celtic club intend to have as strong an untouched as their meeting a success, and for weeks especially great pains have been taken to make all the arrangements for their safety and comfort.: [945, 316, 1234, 343]
- article-paragraph: Robb showed his known good fit in the one mile flat. The two miles bicycle race was started with three riders. Alexander was the favourite; M'Morrow, who seemed to be forcing the pace, headed his rival at the stand. Blair won the final very easily, and this ended a most successful meeting.: [640, 125, 930, 161]
- section-divider: [1249, 702, 1539, 703]
- fixture-line: Jan. 7—Edinburgh Academicals, Away.: [640, 820, 780, 829]
- fixture-line: Oct. 1—Opening game, Home.: [640, 928, 751, 937]
- fixture-line: 19—Edinburgh University, Away.: [640, 765, 759, 774]
- fixture-line: 21—St. George, Away.: [640, 1343, 720, 1352]
- article-subheading: FALKIRK FOOTBALL CLUB SPORTS.: [371, 626, 589, 637]
- article-paragraph: The cycle events include a half and three miles open handicaps and a novice safety handicap. A grand five-miles scratch race has also been put on, and this the committee look upon as being in some manner the trouble of the meeting, they hoping to make it an international race between some of the best men of each country.: [945, 346, 1234, 391]
- fixture-line: 25—Edinburgh Academicals, Home.: [640, 883, 772, 892]
- fixture-line: 26—Royal High School, Home.: [640, 1298, 752, 1306]
- fixture-line: 22—Glasgow University, Home.: [640, 955, 755, 964]
- fixture-line: 10—Manchester, Home.: [640, 1153, 727, 1162]
- article-paragraph: In local cricket matches the umpire is usually the blacksmith, or the schoolmaster, or the village publican, or in even chosen haphazard from the crowd at the last moment. These gentlemen cannot, of course, be expected to have the rules and principles of an intricate game at their finger-ends, and their decisions are often as astounding, and the reasons given for them as inscrutable, as those of the local Magistrates. They take such a genial and tolerant view of their duties, and temper justice with mercy to such an extent, that in so far as it depends on their verdicts, a good cricketer who happens to be known to them personally, or by reputation, need never really be out at all. One Hampshire umpire, for instance, refused to give out a batsman who had been caught, because, as he observed confidentially to Mr Lund, "If 'e' were done, he'd not go in again, and they'd have a bit of exercise for nothing." Another, north of the Border, flatly declined to give a certain sporting baronet out who persistently kept his legs, or rather his body, in front of the wicket. "Well, he may just be out," he said, "but I'll no' gie it against him.": [640, 1391, 930, 1527]
- masthead: [15, 12, 1553, 62]
- cabinet-list-item: Chief Secretary for Ireland ... Mr A. Hagellan: [29, 278, 195, 286]
- fixture-line: 15—Edinburgh Wanderers, Home.: [640, 476, 765, 485]
- fixture-line: 19—Edinburgh University, Home.: [640, 521, 762, 530]
- fixture-line: Oct. 1—St George, Away.: [640, 701, 731, 710]
- article-paragraph: 100 yards race handicap (confined)—First heat—1, A. Sharp, 5 yds; 2, W. Boyd, 6 yds. Time 11 sec.: [335, 706, 625, 725]
- article-section: [335, 74, 625, 377]
- section-divider: [640, 1359, 930, 1361]
- cabinet-list-item: Lord Advocate ... Mr J. Heggie: [29, 350, 139, 359]
- advertisement: [640, 1540, 930, 1587]
- section-divider: [335, 480, 625, 481]
- fixture-list: [640, 448, 930, 667]
- fixture-line: 1893.: [640, 811, 661, 820]
- article-subheading: OPEN EVENTS.: [434, 486, 526, 498]
- advert-title: "THE IRISH CYCLIST.": [1338, 714, 1451, 725]
- fixture-line: 19—West of Scotland, Away.: [640, 991, 743, 1000]
- fixture-line: 8—Watsonians, Away.: [640, 1234, 718, 1243]
- fixture-line: Dec. 3—Clydesdale, Home.: [640, 1009, 739, 1018]
- fixture-line: 1892.: [640, 448, 661, 457]
- article-paragraph: Half-mile flat handicap—1, W. Wilson, Paisley H., 40 yds; 2, D. Pennycook, Vale of Avon, 20 yds. Time, 2 min 8 sec.: [335, 521, 625, 539]
- section-divider: [335, 382, 625, 383]
- cabinet-list-item: Lord Chancellor ... Mr Hughie M'Kenzie: [29, 196, 175, 204]
- article-paragraph: Celtic—Cullen; Reynolds, Dunbar; Gallagher, M'Keown, M'Laren; Madden, Brady, Madden, M'Mahon, and Campbell.: [29, 604, 320, 621]
- fixture-line: 1893.: [640, 1316, 661, 1325]
- section-divider: [640, 402, 930, 404]
- fixture-line: 12—Hawick, Away.: [640, 982, 709, 991]
- cabinet-list-item: Lord of the Treasury ... Mr T. W. R. Johnstone: [29, 341, 194, 350]
- article-paragraph: J. M'Laren resisted the temptation of going to Blackburn on Saturday, competing on his native heath (Falkirk) in preference. Three first prizes well won were his reward for standing by his townsmen.: [945, 226, 1234, 253]
- fixture-line: 1892.: [640, 918, 661, 927]
- fixture-line: 29—Dumfries (Dumfries), Away.: [640, 494, 757, 502]
- article-paragraph: In dull, hot, on the whole, favourable weather, a fairly good card was gone through on Saturday. At Leith the Nelson has a visit from the Arniston, to whom they administered a severe drubbing. Batting first, the Arniston were all disposed of for the paltry total of 9. The Nelson passed this for the loss of a single wicket, and at the call of time were at 50 for 3 wickets, Gallacher gained a very sound 40 runs opposite his name. The semi-final tie between Caledonia, last year's runners-up, and Pentland was played at the West Meadows. With the Caledonia gave the cardinal their fielding, the Pentland scored 68, and the Caledonia won by 9 wickets. The Pentlands at the Meadows met with Edinburgh; this went very easy on the Heroes. The Meadow was a fine fight between two good sides who tried a complete victory. Gibson very Edinburgh's best. The match was drawn on the wicket, the scores standing at 67 for 1 and 20 for 4.: [29, 848, 320, 966]
- article-paragraph: Wife.—"Harry, I never thought you could change so. You used to say that you might spend days looking at me and never get tired." Husband—"Yes, and I could now if I didn't have to look at the bills.": [29, 1225, 320, 1252]
